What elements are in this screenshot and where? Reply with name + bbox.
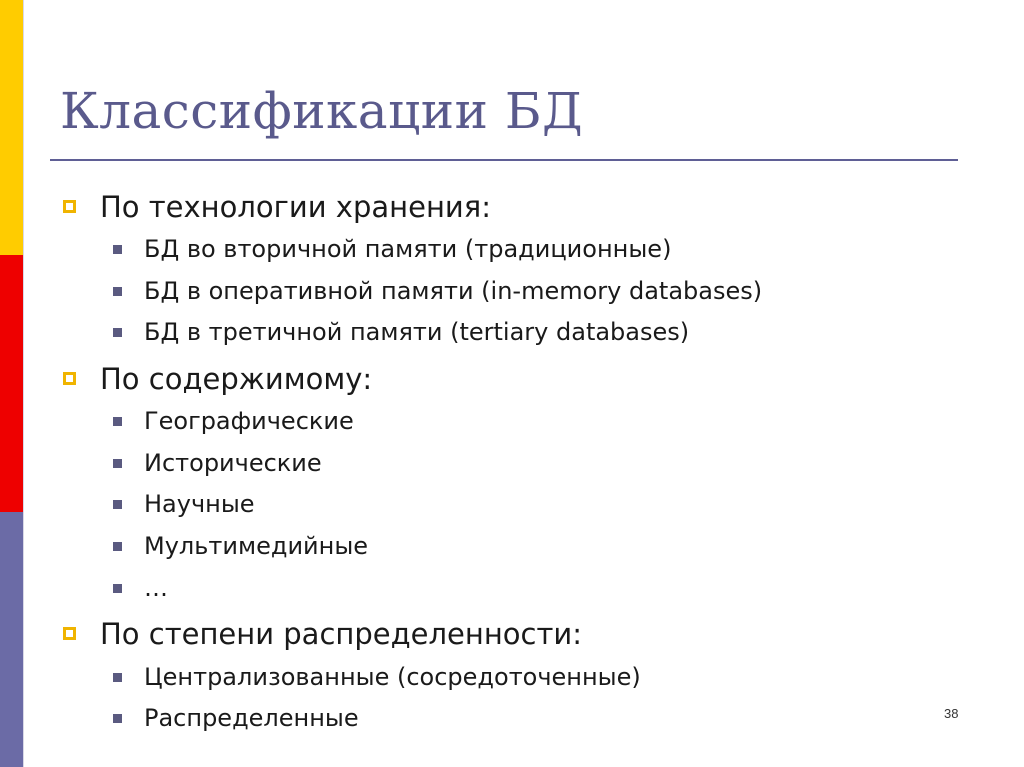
section-heading-text: По технологии хранения: <box>100 190 491 224</box>
title-underline <box>50 159 958 161</box>
slide-title: Классификации БД <box>60 82 584 140</box>
list-item-text: Научные <box>144 490 255 518</box>
square-bullet-icon <box>113 673 122 682</box>
square-bullet-icon <box>113 714 122 723</box>
page-number: 38 <box>944 706 959 721</box>
square-bullet-icon <box>113 287 122 296</box>
square-bullet-icon <box>113 584 122 593</box>
left-stripe-blue <box>0 512 23 767</box>
list-item-text: Географические <box>144 407 354 435</box>
square-bullet-icon <box>113 328 122 337</box>
square-bullet-icon <box>113 459 122 468</box>
hollow-square-bullet-icon <box>63 200 76 213</box>
left-stripe-red <box>0 255 23 512</box>
list-item-text: БД в третичной памяти (tertiary databases) <box>144 318 690 346</box>
list-item-text: Централизованные (сосредоточенные) <box>144 663 641 691</box>
square-bullet-icon <box>113 245 122 254</box>
section-heading-text: По степени распределенности: <box>100 617 582 651</box>
list-item-text: Исторические <box>144 449 322 477</box>
list-item-text: Мультимедийные <box>144 532 369 560</box>
section-heading-text: По содержимому: <box>100 362 373 396</box>
square-bullet-icon <box>113 500 122 509</box>
hollow-square-bullet-icon <box>63 372 76 385</box>
list-item-text: Распределенные <box>144 704 359 732</box>
list-item-text: … <box>144 574 168 602</box>
square-bullet-icon <box>113 417 122 426</box>
hollow-square-bullet-icon <box>63 627 76 640</box>
square-bullet-icon <box>113 542 122 551</box>
left-stripe-yellow <box>0 0 23 255</box>
list-item-text: БД во вторичной памяти (традиционные) <box>144 235 672 263</box>
list-item-text: БД в оперативной памяти (in-memory databases) <box>144 277 763 305</box>
stripe-divider <box>23 0 24 767</box>
